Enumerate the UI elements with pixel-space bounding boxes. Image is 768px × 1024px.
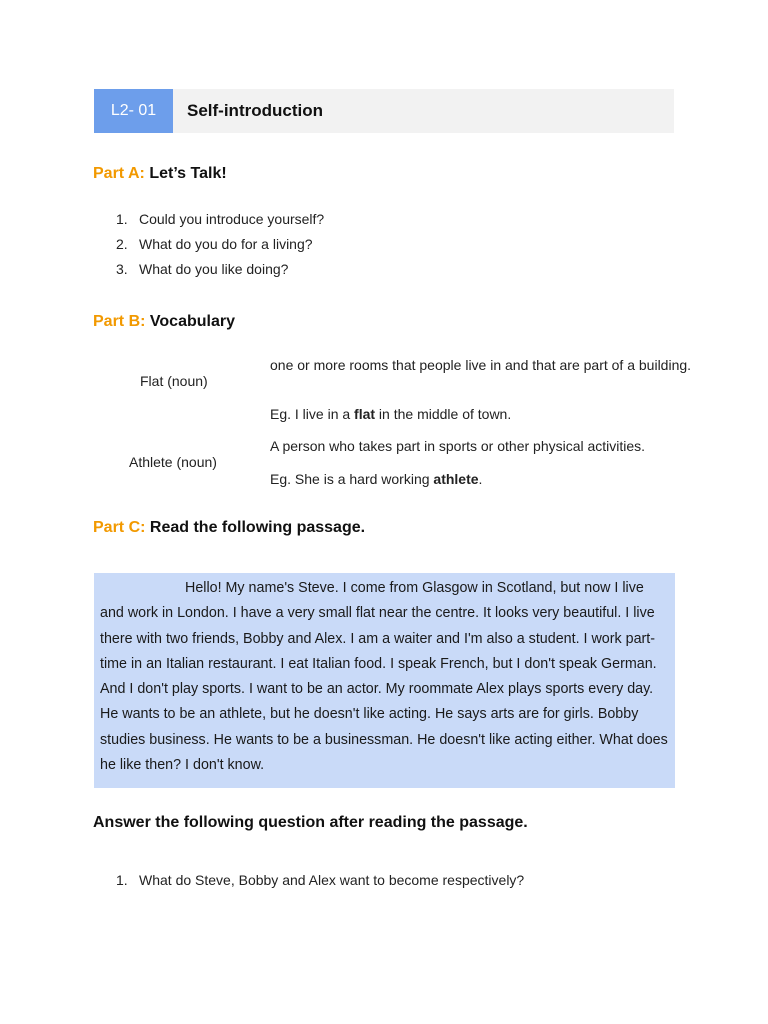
answer-question-list (116, 868, 524, 893)
part-b-title: Vocabulary (149, 313, 235, 330)
example-keyword: flat (354, 406, 376, 422)
example-text: Eg. She is a hard working (270, 471, 434, 487)
part-c-label: Part C: (93, 519, 146, 536)
part-a-title: Let’s Talk! (149, 165, 227, 182)
part-b-heading (93, 313, 235, 331)
part-c-heading (93, 519, 365, 537)
vocab-term-athlete: Athlete (noun) (129, 454, 217, 470)
vocab-example-athlete (270, 471, 700, 487)
lesson-title: Self-introduction (187, 101, 323, 120)
reading-passage: Hello! My name's Steve. I come from Glasgow in Scotland, but now I live and work in London. I have a very small flat near the centre. It looks very beautiful. I live there with two friends, Bobby and Alex. I am a waiter and I'm also a student. I work part-time in an Italian restaurant. I eat Italian food. I speak French, but I don't speak German. And I don't play sports. I want to be an actor. My roommate Alex plays sports every day. He wants to be an athlete, but he doesn't like acting. He says arts are for girls. Bobby studies business. He wants to be a businessman. He doesn't like acting either. What does he like then? I don't know. (94, 573, 675, 788)
question-text: What do you like doing? (139, 261, 289, 277)
example-keyword: athlete (433, 471, 479, 487)
list-item (116, 232, 324, 257)
part-c-title: Read the following passage. (149, 519, 366, 536)
part-a-question-list (116, 207, 324, 282)
question-text: What do you do for a living? (139, 236, 313, 252)
answer-section-heading: Answer the following question after reading the passage. (93, 814, 528, 831)
list-item (116, 257, 324, 282)
lesson-code: L2- 01 (94, 89, 173, 133)
vocab-definition-flat: one or more rooms that people live in and that are part of a building. (270, 357, 692, 373)
example-text: . (478, 471, 483, 487)
list-item (116, 207, 324, 232)
vocab-definition-athlete: A person who takes part in sports or other physical activities. (270, 438, 646, 454)
part-b-label: Part B: (93, 313, 146, 330)
example-text: Eg. I live in a (270, 406, 355, 422)
vocab-example-flat (270, 406, 700, 422)
question-number: 1. (116, 211, 128, 227)
vocab-term-flat: Flat (noun) (140, 373, 208, 389)
example-text: in the middle of town. (375, 406, 512, 422)
lesson-header (94, 89, 674, 133)
list-item (116, 868, 524, 893)
question-number: 2. (116, 236, 128, 252)
part-a-heading (93, 165, 227, 183)
question-number: 3. (116, 261, 128, 277)
question-text: What do Steve, Bobby and Alex want to become respectively? (139, 872, 525, 888)
part-a-label: Part A: (93, 165, 145, 182)
question-number: 1. (116, 872, 128, 888)
question-text: Could you introduce yourself? (139, 211, 325, 227)
